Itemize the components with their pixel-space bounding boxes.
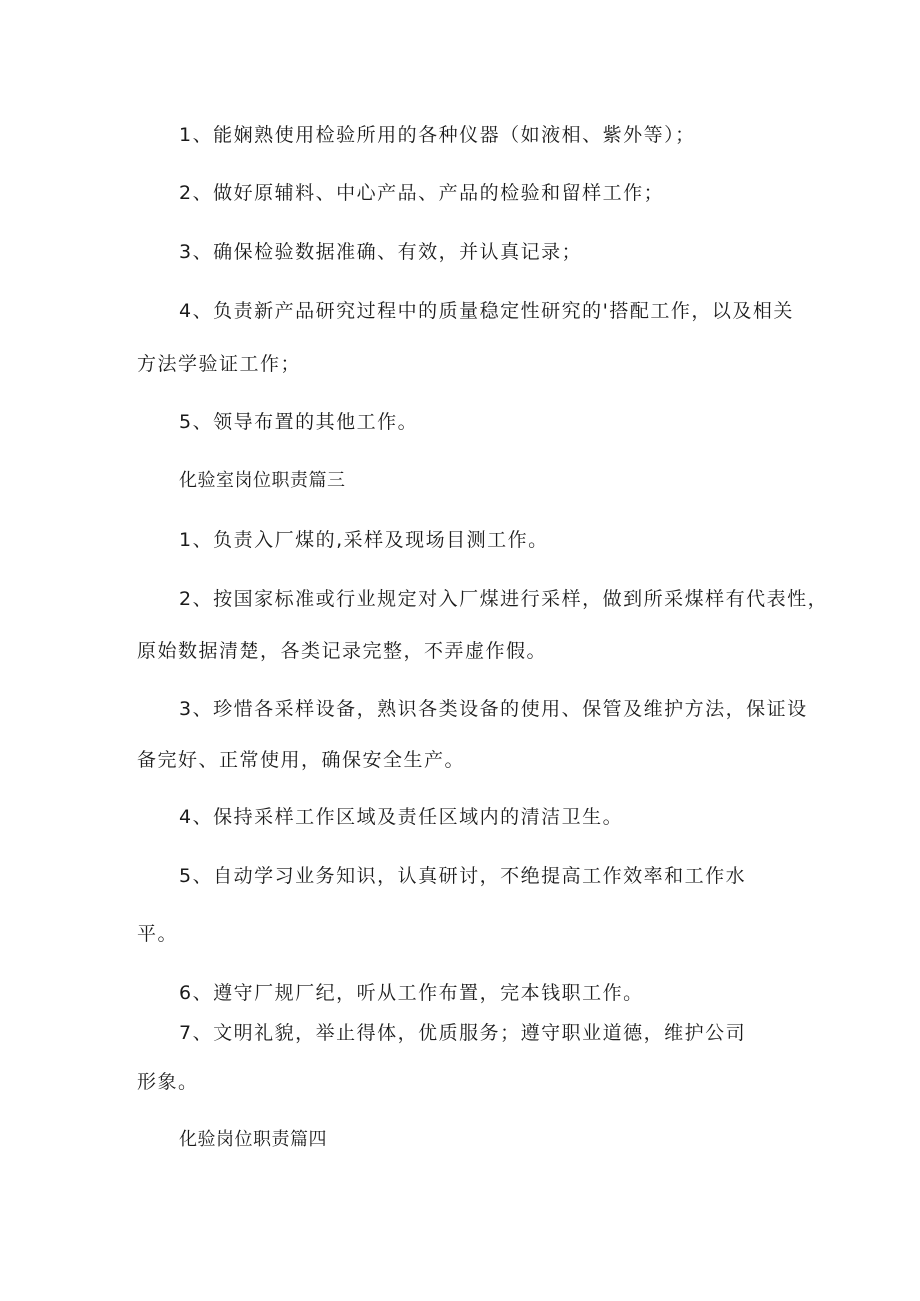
section-heading: 化验岗位职责篇四 (179, 1129, 327, 1150)
section-heading: 化验室岗位职责篇三 (179, 470, 346, 491)
list-item-continuation: 形象。 (137, 1071, 199, 1093)
list-item: 1、负责入厂煤的,采样及现场目测工作。 (179, 529, 549, 551)
list-item: 3、确保检验数据准确、有效，并认真记录； (179, 241, 583, 263)
list-item: 3、珍惜各采样设备，熟识各类设备的使用、保管及维护方法，保证设 (179, 698, 808, 720)
list-item-continuation: 备完好、正常使用，确保安全生产。 (137, 749, 466, 771)
list-item: 2、做好原辅料、中心产品、产品的检验和留样工作； (179, 182, 665, 204)
list-item: 2、按国家标准或行业规定对入厂煤进行采样，做到所采煤样有代表性， (179, 588, 829, 610)
list-item: 4、负责新产品研究过程中的质量稳定性研究的'搭配工作，以及相关 (179, 300, 794, 322)
list-item: 1、能娴熟使用检验所用的各种仪器（如液相、紫外等）； (179, 124, 696, 146)
list-item: 5、自动学习业务知识，认真研讨，不绝提高工作效率和工作水 (179, 865, 747, 887)
list-item-continuation: 平。 (137, 923, 179, 945)
list-item: 4、保持采样工作区域及责任区域内的清洁卫生。 (179, 806, 624, 828)
list-item-continuation: 原始数据清楚，各类记录完整，不弄虚作假。 (137, 640, 548, 662)
list-item: 5、领导布置的其他工作。 (179, 411, 419, 433)
list-item-continuation: 方法学验证工作； (137, 353, 302, 375)
list-item: 6、遵守厂规厂纪，听从工作布置，完本钱职工作。 (179, 982, 644, 1004)
list-item: 7、文明礼貌，举止得体，优质服务；遵守职业道德，维护公司 (179, 1022, 747, 1044)
